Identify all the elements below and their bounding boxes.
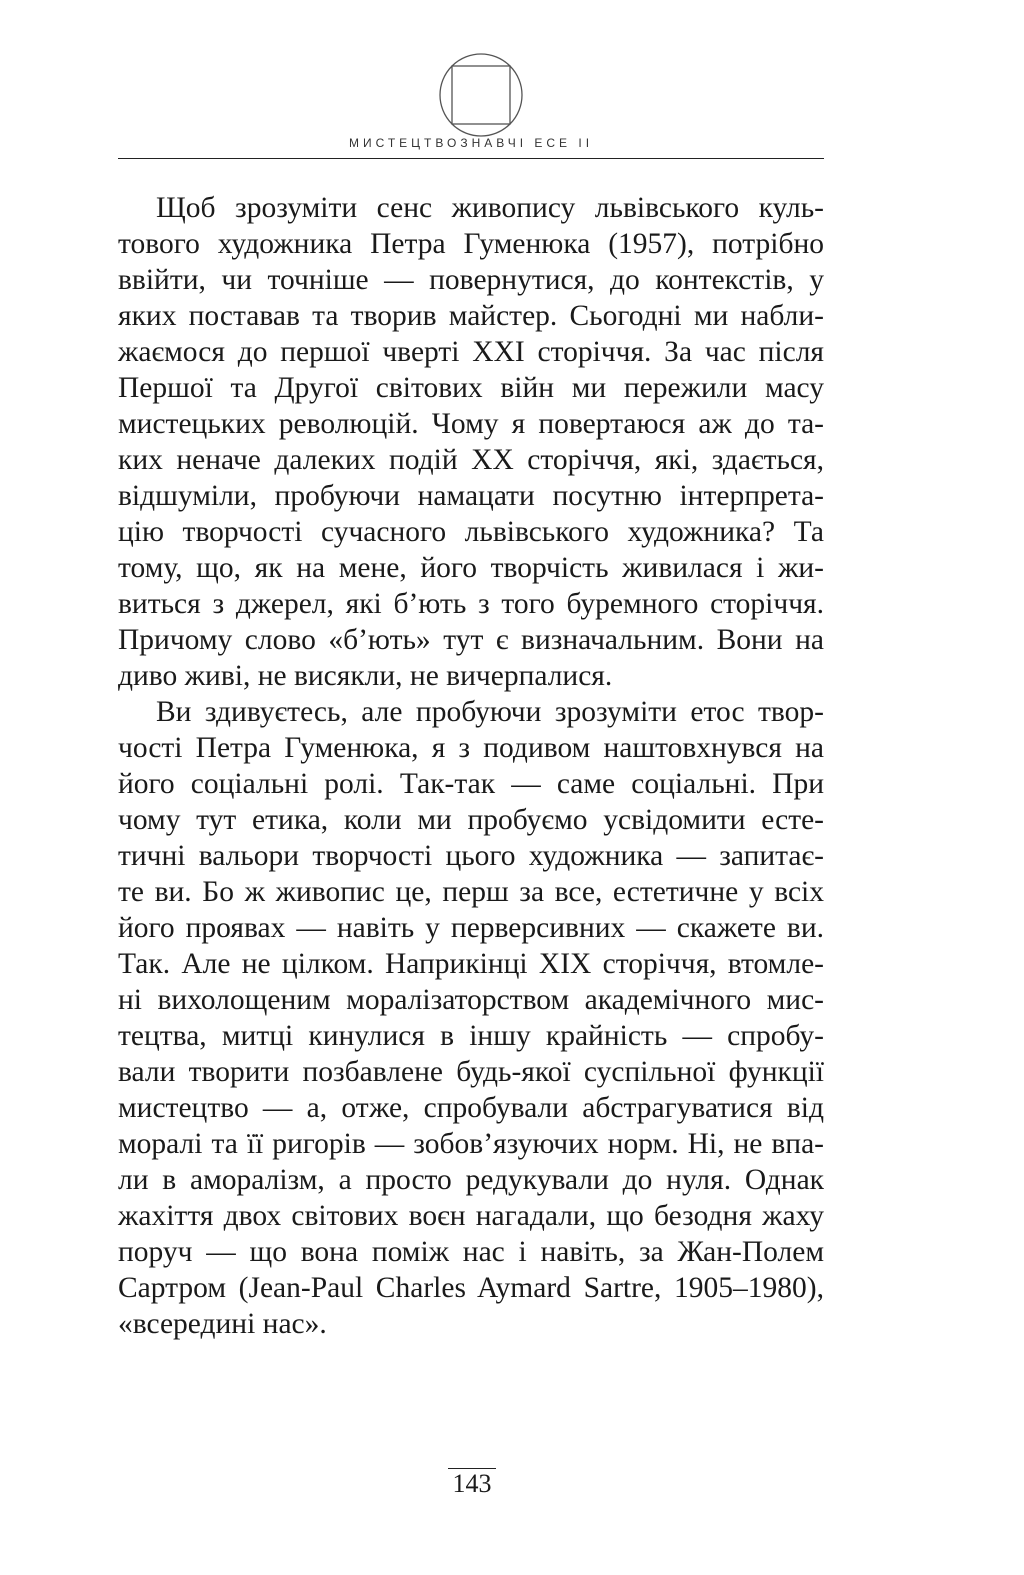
text-line: Сартром (Jean-Paul Charles Aymard Sartre, 1905–1980), [118, 1272, 824, 1304]
text-line: тового художника Петра Гуменюка (1957), потрібно [118, 228, 824, 260]
header-rule [118, 158, 824, 159]
body-text [118, 190, 824, 1342]
circle-square-emblem-icon [436, 50, 526, 140]
text-line: тецтва, митці кинулися в іншу крайність — спробу- [118, 1020, 824, 1052]
text-line: Причому слово «б’ють» тут є визначальним. Вони на [118, 624, 824, 656]
text-line: його соціальні ролі. Так-так — саме соціальні. При [118, 768, 824, 800]
text-line: жаємося до першої чверті XXI сторіччя. За час після [118, 336, 824, 368]
paragraph [118, 694, 824, 1342]
text-line: моралі та її ригорів — зобов’язуючих норм. Ні, не впа- [118, 1128, 824, 1160]
paragraph [118, 190, 824, 694]
text-line: жахіття двох світових воєн нагадали, що безодня жаху [118, 1200, 824, 1232]
running-title: МИСТЕЦТВОЗНАВЧІ ЕСЕ II [348, 136, 594, 150]
text-line: виться з джерел, які б’ють з того буремного сторіччя. [118, 588, 824, 620]
text-line: Ви здивуєтесь, але пробуючи зрозуміти етос твор- [156, 696, 824, 728]
text-line: тичні вальори творчості цього художника — запитає- [118, 840, 824, 872]
text-line: поруч — що вона поміж нас і навіть, за Жан-Полем [118, 1236, 824, 1268]
text-line: чому тут етика, коли ми пробуємо усвідомити есте- [118, 804, 824, 836]
text-line: ких неначе далеких подій XX сторіччя, які, здається, [118, 444, 824, 476]
text-line: чості Петра Гуменюка, я з подивом наштовхнувся на [118, 732, 824, 764]
text-line: ли в аморалізм, а просто редукували до нуля. Однак [118, 1164, 824, 1196]
text-line: його проявах — навіть у перверсивних — скажете ви. [118, 912, 824, 944]
text-line: цію творчості сучасного львівського художника? Та [118, 516, 824, 548]
text-line: мистецтво — а, отже, спробували абстрагуватися від [118, 1092, 824, 1124]
text-line: диво живі, не висякли, не вичерпалися. [118, 660, 613, 692]
text-line: те ви. Бо ж живопис це, перш за все, естетичне у всіх [118, 876, 824, 908]
text-line: «всередині нас». [118, 1308, 327, 1340]
page-number: 143 [448, 1468, 496, 1499]
text-line: Щоб зрозуміти сенс живопису львівського куль- [156, 192, 824, 224]
text-line: тому, що, як на мене, його творчість живилася і жи- [118, 552, 824, 584]
text-line: вали творити позбавлене будь-якої суспільної функції [118, 1056, 824, 1088]
text-line: яких поставав та творив майстер. Сьогодні ми набли- [118, 300, 824, 332]
text-line: Першої та Другої світових війн ми пережили масу [118, 372, 824, 404]
text-line: відшуміли, пробуючи намацати посутню інтерпрета- [118, 480, 824, 512]
text-line: ввійти, чи точніше — повернутися, до контекстів, у [118, 264, 824, 296]
text-line: Так. Але не цілком. Наприкінці XIX сторіччя, втомле- [118, 948, 824, 980]
text-line: ні вихолощеним моралізаторством академічного мис- [118, 984, 824, 1016]
text-line: мистецьких революцій. Чому я повертаюся аж до та- [118, 408, 824, 440]
